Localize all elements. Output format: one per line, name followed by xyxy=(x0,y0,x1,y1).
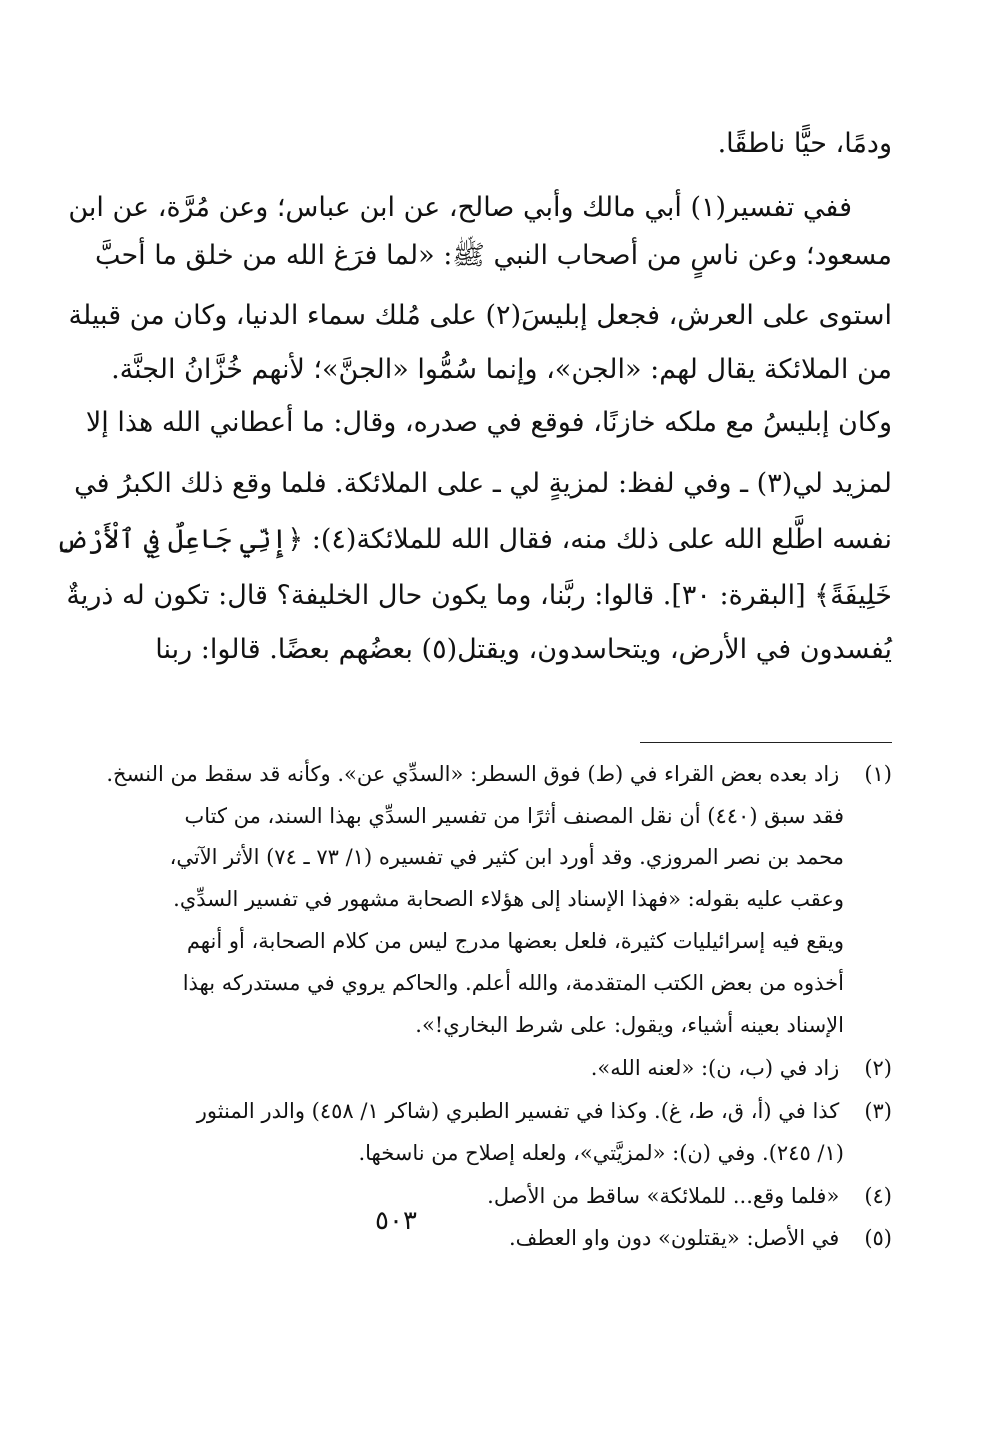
footnote-4 xyxy=(100,1180,892,1212)
footnote-1-line: ويقع فيه إسرائيليات كثيرة، فلعل بعضها مدرج ليس من كلام الصحابة، أو أنهم xyxy=(186,929,844,953)
footnote-3 xyxy=(100,1095,892,1127)
main-text-line: استوى على العرش، فجعل إبليسَ(٢) على مُلك سماء الدنيا، وكان من قبيلة xyxy=(68,300,892,331)
main-text-line: مسعود؛ وعن ناسٍ من أصحاب النبي ﷺ: «لما فرَغ الله من خلق ما أحبَّ xyxy=(94,240,892,271)
footnote-text: «فلما وقع... للملائكة» ساقط من الأصل. xyxy=(487,1184,840,1208)
footnote-1-line: محمد بن نصر المروزي. وقد أورد ابن كثير في تفسيره (١/ ٧٣ ـ ٧٤) الأثر الآتي، xyxy=(169,845,844,869)
footnote-number: (٢) xyxy=(864,1056,892,1080)
footnote-text: زاد بعده بعض القراء في (ط) فوق السطر: «السدِّي عن». وكأنه قد سقط من النسخ. xyxy=(106,762,840,786)
footnote-number: (٤) xyxy=(864,1184,892,1208)
footnote-2 xyxy=(100,1052,892,1084)
footnote-number: (٣) xyxy=(864,1099,892,1123)
footnote-1 xyxy=(100,758,892,790)
footnote-number: (١) xyxy=(864,762,892,786)
footnote-divider xyxy=(640,742,892,743)
page-number: ٥٠٣ xyxy=(375,1206,417,1236)
footnote-1-line: أخذوه من بعض الكتب المتقدمة، والله أعلم. والحاكم يروي في مستدركه بهذا xyxy=(182,971,844,995)
footnote-number: (٥) xyxy=(864,1226,892,1250)
main-text-line: وكان إبليسُ مع ملكه خازنًا، فوقع في صدره، وقال: ما أعطاني الله هذا إلا xyxy=(85,407,892,438)
book-page xyxy=(55,100,892,1360)
footnote-1-line: الإسناد بعينه أشياء، ويقول: على شرط البخاري!». xyxy=(415,1013,844,1037)
main-text-line: لمزيد لي(٣) ـ وفي لفظ: لمزيةٍ لي ـ على الملائكة. فلما وقع ذلك الكبرُ في xyxy=(74,468,892,499)
footnote-1-line: فقد سبق (٤٤٠) أن نقل المصنف أثرًا من تفسير السدِّي بهذا السند، من كتاب xyxy=(184,804,844,828)
main-text-line: يُفسدون في الأرض، ويتحاسدون، ويقتل(٥) بعضُهم بعضًا. قالوا: ربنا xyxy=(155,634,892,665)
footnote-5 xyxy=(100,1222,892,1254)
main-text-line: نفسه اطَّلع الله على ذلك منه، فقال الله للملائكة(٤): ﴿إِنِّي جَاعِلٌ فِي ٱلْأَرْضِ xyxy=(55,524,892,555)
footnote-3-line: (١/ ٢٤٥). وفي (ن): «لمزيَّتي»، ولعله إصلاح من ناسخها. xyxy=(358,1141,844,1165)
main-text-line: ودمًا، حيًّا ناطقًا. xyxy=(717,128,892,159)
footnote-text: كذا في (أ، ق، ط، غ). وكذا في تفسير الطبري (شاكر ١/ ٤٥٨) والدر المنثور xyxy=(196,1099,840,1123)
main-text-line: من الملائكة يقال لهم: «الجن»، وإنما سُمُّوا «الجنَّ»؛ لأنهم خُزَّانُ الجنَّة. xyxy=(111,354,892,385)
footnote-text: في الأصل: «يقتلون» دون واو العطف. xyxy=(509,1226,840,1250)
main-text-line: خَلِيفَةً﴾ [البقرة: ٣٠]. قالوا: ربَّنا، وما يكون حال الخليفة؟ قال: تكون له ذريةٌ xyxy=(66,580,892,611)
main-text-line: ففي تفسير(١) أبي مالك وأبي صالح، عن ابن عباس؛ وعن مُرَّة، عن ابن xyxy=(68,192,852,223)
footnote-1-line: وعقب عليه بقوله: «فهذا الإسناد إلى هؤلاء الصحابة مشهور في تفسير السدِّي. xyxy=(173,887,844,911)
footnote-text: زاد في (ب، ن): «لعنه الله». xyxy=(590,1056,840,1080)
